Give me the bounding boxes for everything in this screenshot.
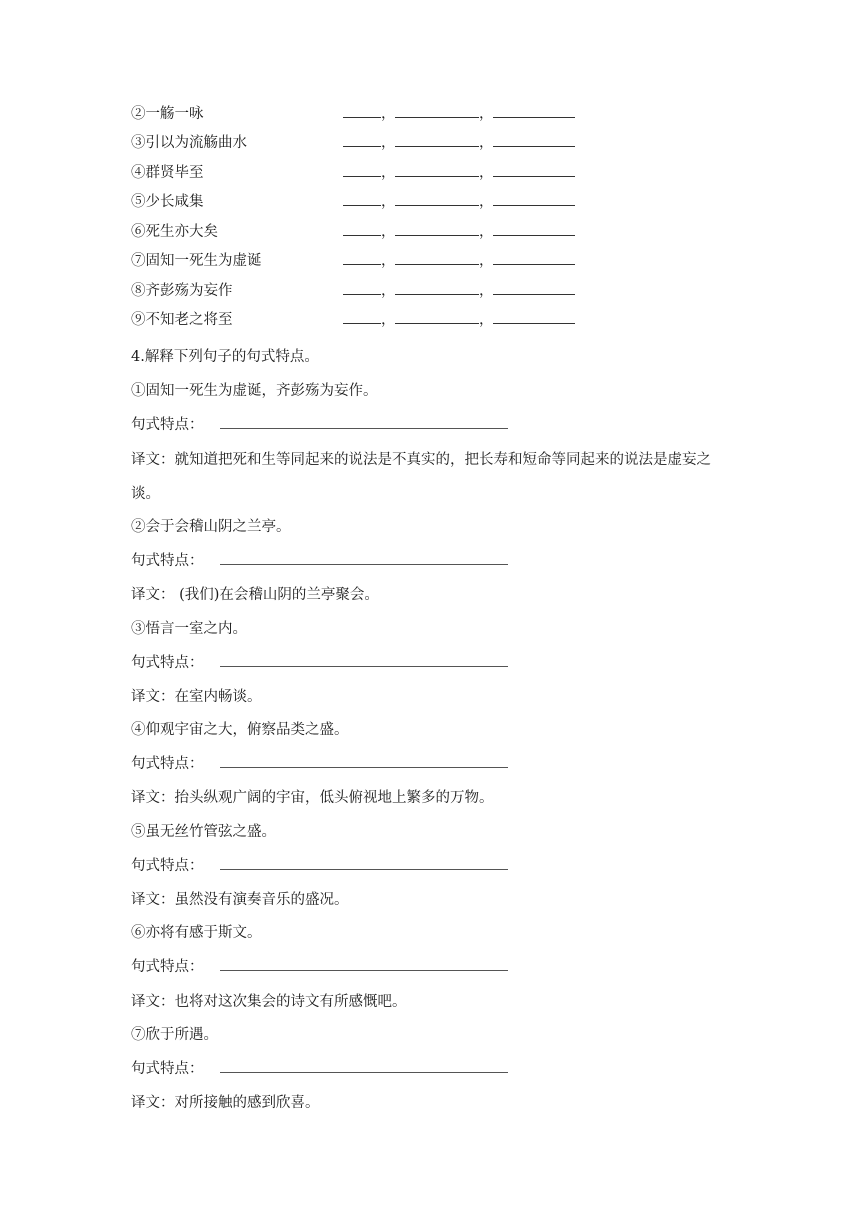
vocab-row: [131, 309, 591, 331]
vocab-blanks[interactable]: ， ，: [343, 103, 575, 125]
feature-row-7: [131, 1058, 508, 1080]
feature-answer-field[interactable]: [220, 855, 508, 870]
blank-field[interactable]: [395, 191, 479, 206]
blank-field[interactable]: [343, 191, 381, 206]
sentence-1: ①固知一死生为虚诞，齐彭殇为妄作。: [131, 383, 378, 399]
sentence-6: ⑥亦将有感于斯文。: [131, 925, 262, 941]
vocab-row: [131, 191, 591, 213]
vocab-item-label: ⑨不知老之将至: [131, 312, 233, 328]
feature-row-2: [131, 550, 508, 572]
blank-field[interactable]: [343, 280, 381, 295]
blank-field[interactable]: [395, 250, 479, 265]
vocab-item-label: ⑤少长咸集: [131, 194, 204, 210]
translation-4: 译文：抬头纵观广阔的宇宙，低头俯视地上繁多的万物。: [131, 790, 494, 806]
blank-field[interactable]: [493, 309, 575, 324]
blank-field[interactable]: [395, 132, 479, 147]
feature-label: 句式特点：: [131, 655, 204, 671]
sentence-5: ⑤虽无丝竹管弦之盛。: [131, 824, 276, 840]
vocab-blanks[interactable]: ， ，: [343, 250, 575, 272]
vocab-blanks[interactable]: ， ，: [343, 309, 575, 331]
blank-field[interactable]: [395, 221, 479, 236]
vocab-blanks[interactable]: ， ，: [343, 280, 575, 302]
blank-field[interactable]: [493, 132, 575, 147]
feature-label: 句式特点：: [131, 553, 204, 569]
feature-row-4: [131, 753, 508, 775]
feature-answer-field[interactable]: [220, 753, 508, 768]
vocab-item-label: ④群贤毕至: [131, 165, 204, 181]
sentence-2: ②会于会稽山阴之兰亭。: [131, 519, 291, 535]
vocab-item-label: ⑧齐彭殇为妄作: [131, 283, 233, 299]
vocab-row: [131, 280, 591, 302]
feature-answer-field[interactable]: [220, 956, 508, 971]
blank-field[interactable]: [395, 309, 479, 324]
feature-label: 句式特点：: [131, 417, 204, 433]
blank-field[interactable]: [493, 103, 575, 118]
blank-field[interactable]: [493, 191, 575, 206]
sentence-4: ④仰观宇宙之大，俯察品类之盛。: [131, 722, 349, 738]
blank-field[interactable]: [343, 103, 381, 118]
blank-field[interactable]: [343, 250, 381, 265]
feature-row-5: [131, 855, 508, 877]
vocab-row: [131, 103, 591, 125]
vocab-blanks[interactable]: ， ，: [343, 132, 575, 154]
vocab-row: [131, 132, 591, 154]
blank-field[interactable]: [493, 280, 575, 295]
vocab-blanks[interactable]: ， ，: [343, 191, 575, 213]
translation-1-cont: 谈。: [131, 486, 160, 502]
translation-6: 译文：也将对这次集会的诗文有所感慨吧。: [131, 994, 407, 1010]
vocab-item-label: ⑦固知一死生为虚诞: [131, 253, 262, 269]
feature-answer-field[interactable]: [220, 550, 508, 565]
sentence-7: ⑦欣于所遇。: [131, 1027, 218, 1043]
vocab-item-label: ②一觞一咏: [131, 106, 204, 122]
feature-row-3: [131, 652, 508, 674]
question-4-title: 4.解释下列句子的句式特点。: [131, 349, 319, 365]
feature-row-6: [131, 956, 508, 978]
sentence-3: ③悟言一室之内。: [131, 621, 247, 637]
vocab-item-label: ⑥死生亦大矣: [131, 224, 218, 240]
blank-field[interactable]: [493, 221, 575, 236]
vocab-row: [131, 221, 591, 243]
translation-7: 译文：对所接触的感到欣喜。: [131, 1095, 320, 1111]
translation-5: 译文：虽然没有演奏音乐的盛况。: [131, 892, 349, 908]
blank-field[interactable]: [493, 162, 575, 177]
blank-field[interactable]: [395, 280, 479, 295]
blank-field[interactable]: [343, 132, 381, 147]
feature-label: 句式特点：: [131, 1061, 204, 1077]
feature-label: 句式特点：: [131, 959, 204, 975]
feature-label: 句式特点：: [131, 756, 204, 772]
blank-field[interactable]: [343, 309, 381, 324]
feature-answer-field[interactable]: [220, 1058, 508, 1073]
translation-2: 译文： (我们)在会稽山阴的兰亭聚会。: [131, 587, 379, 603]
blank-field[interactable]: [493, 250, 575, 265]
blank-field[interactable]: [343, 221, 381, 236]
feature-row-1: [131, 414, 508, 436]
vocab-blanks[interactable]: ， ，: [343, 221, 575, 243]
translation-3: 译文：在室内畅谈。: [131, 689, 262, 705]
vocab-blanks[interactable]: ， ，: [343, 162, 575, 184]
translation-1: 译文：就知道把死和生等同起来的说法是不真实的，把长寿和短命等同起来的说法是虚妄之: [131, 452, 711, 468]
vocab-row: [131, 250, 591, 272]
blank-field[interactable]: [395, 162, 479, 177]
blank-field[interactable]: [395, 103, 479, 118]
blank-field[interactable]: [343, 162, 381, 177]
feature-answer-field[interactable]: [220, 652, 508, 667]
vocab-row: [131, 162, 591, 184]
vocab-item-label: ③引以为流觞曲水: [131, 135, 247, 151]
feature-label: 句式特点：: [131, 858, 204, 874]
feature-answer-field[interactable]: [220, 414, 508, 429]
